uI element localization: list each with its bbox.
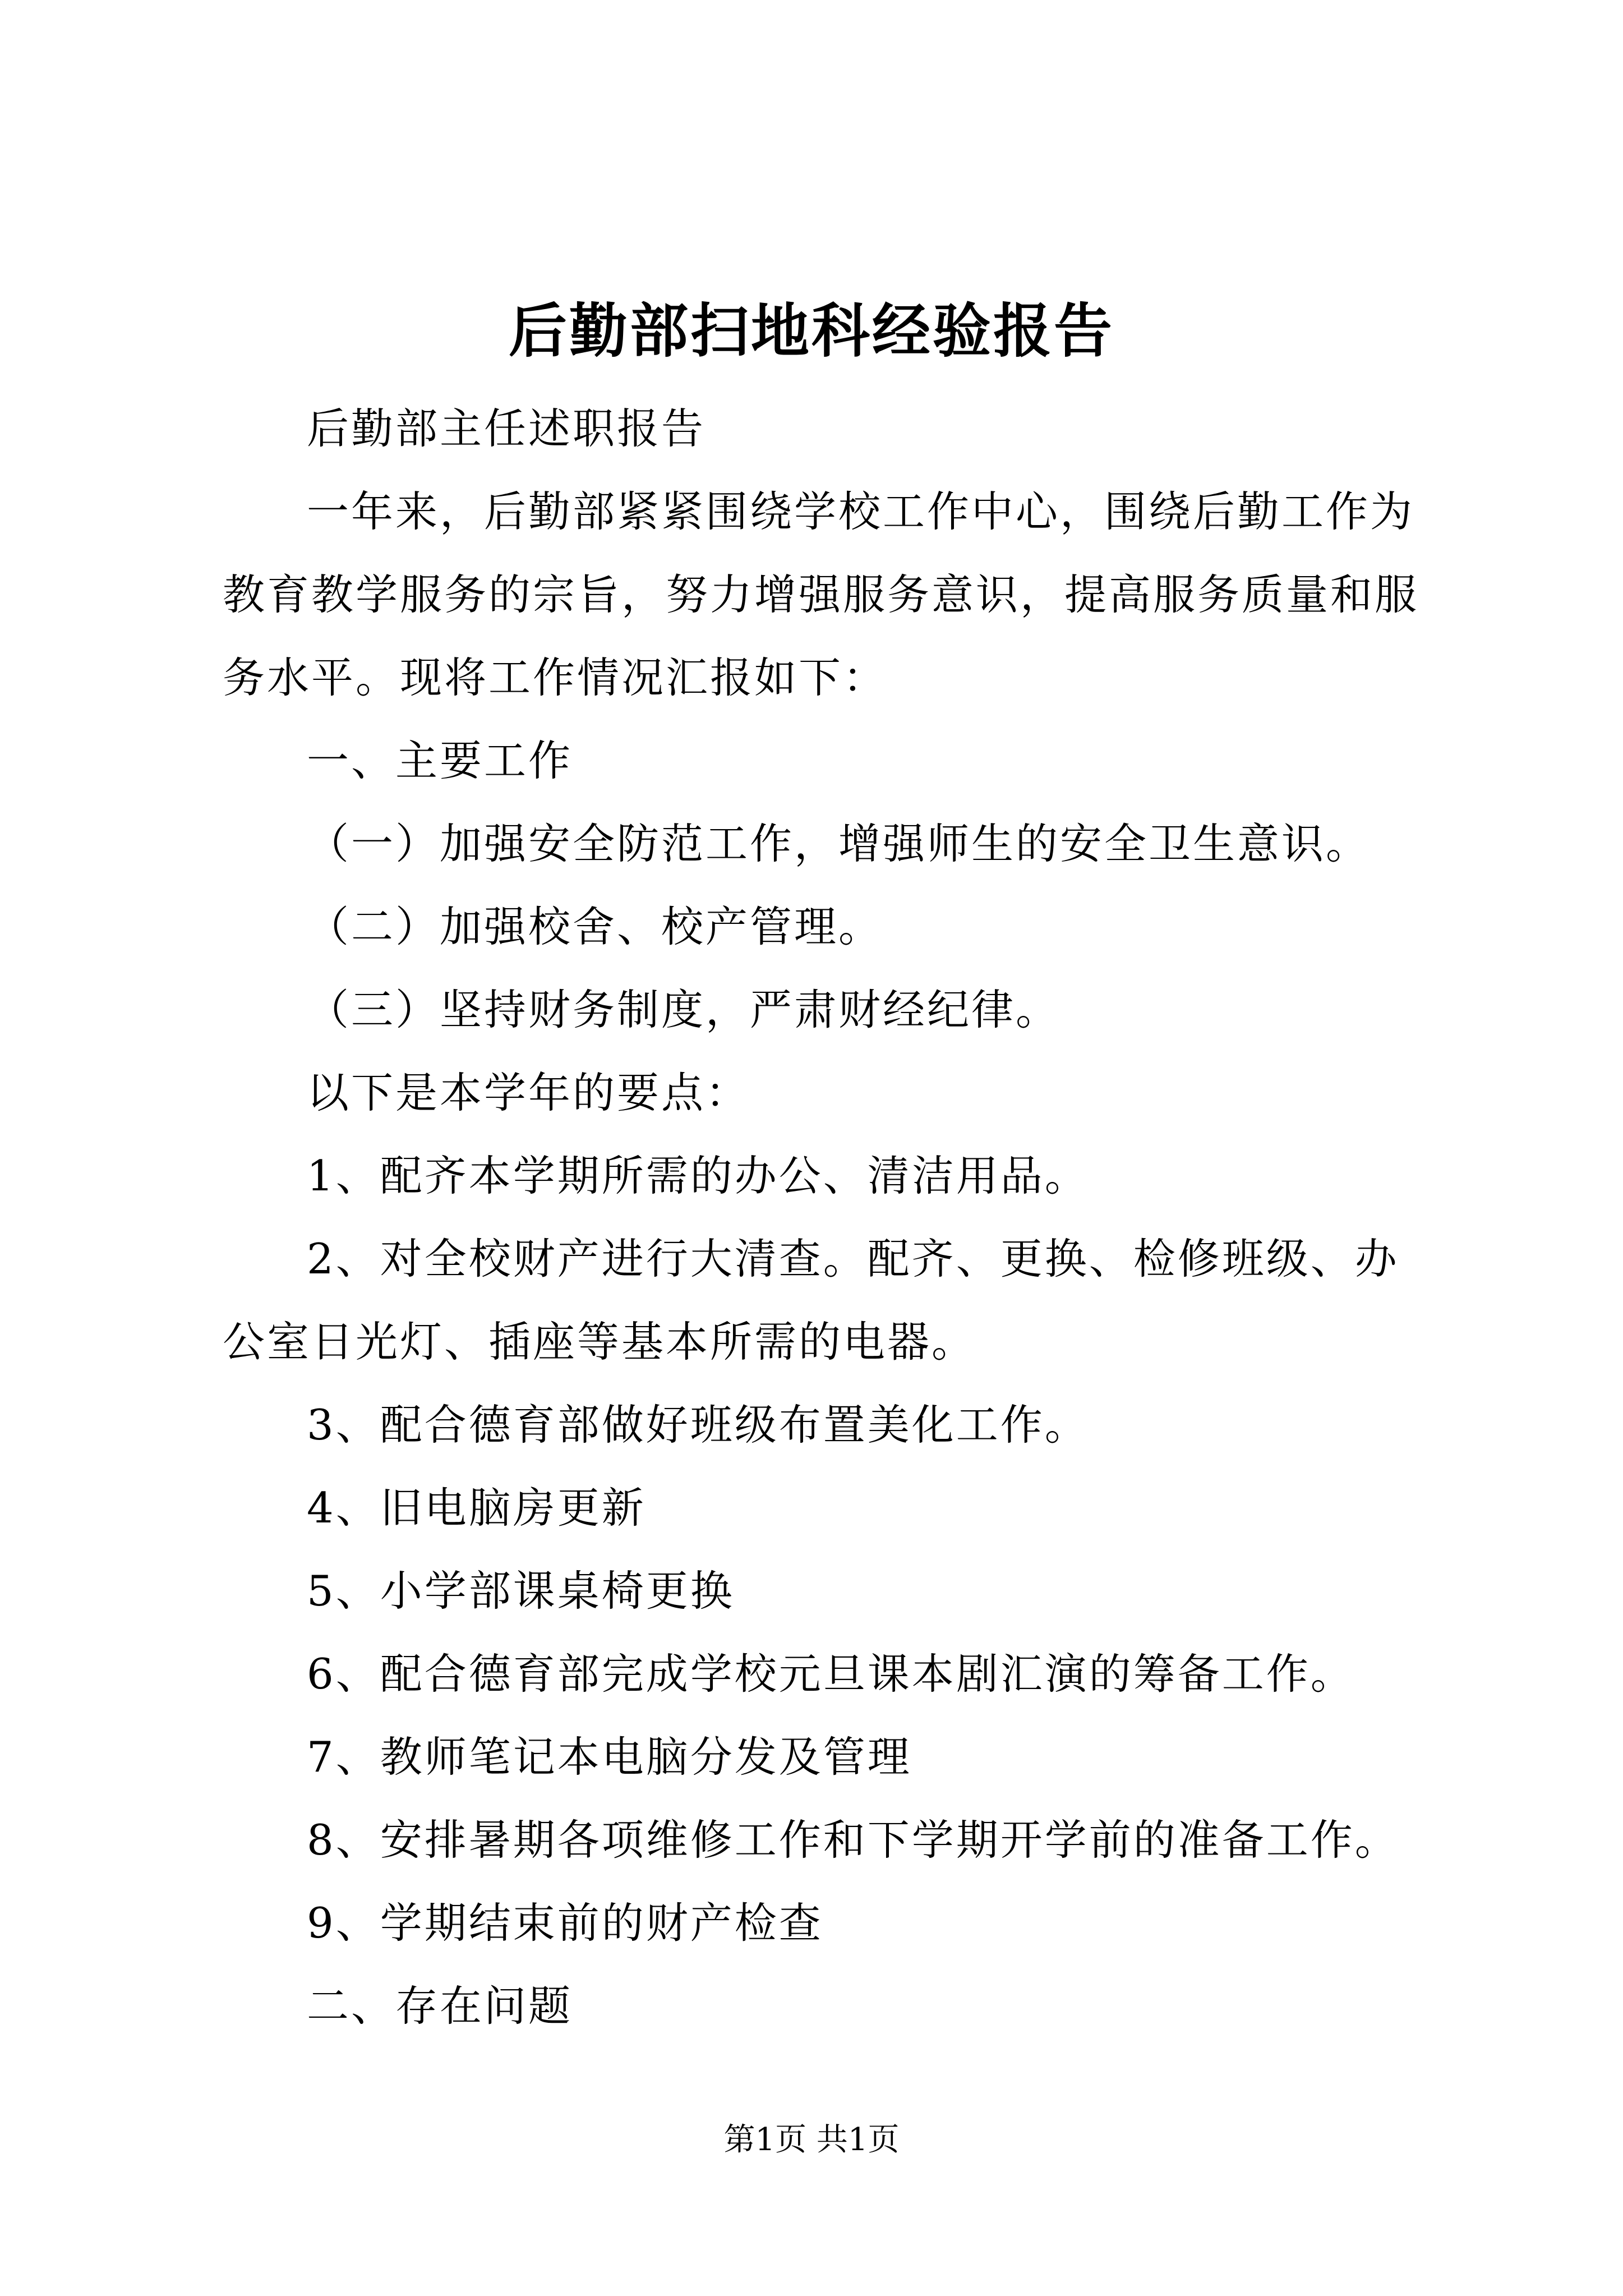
paragraph-item: （三）坚持财务制度，严肃财经纪律。 xyxy=(307,985,1061,1034)
paragraph-item: （一）加强安全防范工作，增强师生的安全卫生意识。 xyxy=(307,819,1371,868)
list-item: 6、配合德育部完成学校元旦课本剧汇演的筹备工作。 xyxy=(307,1649,1355,1699)
list-item: 9、学期结束前的财产检查 xyxy=(307,1898,823,1948)
section-heading-problems: 二、存在问题 xyxy=(307,1981,573,2031)
list-item: 7、教师笔记本电脑分发及管理 xyxy=(307,1732,912,1782)
list-item: 2、对全校财产进行大清查。配齐、更换、检修班级、办公室日光灯、插座等基本所需的电器。 xyxy=(223,1234,1399,1366)
document-body xyxy=(223,387,1423,2047)
paragraph-subtitle: 后勤部主任述职报告 xyxy=(307,404,706,453)
list-item: 5、小学部课桌椅更换 xyxy=(307,1566,735,1616)
paragraph-intro: 一年来，后勤部紧紧围绕学校工作中心，围绕后勤工作为教育教学服务的宗旨，努力增强服务意识，提高服务质量和服务水平。现将工作情况汇报如下： xyxy=(223,487,1419,702)
paragraph-key-points-intro: 以下是本学年的要点： xyxy=(307,1068,750,1117)
list-item: 1、配齐本学期所需的办公、清洁用品。 xyxy=(307,1151,1089,1200)
list-item: 4、旧电脑房更新 xyxy=(307,1483,646,1533)
paragraph-item: （二）加强校舍、校产管理。 xyxy=(307,902,883,951)
section-heading-main-work: 一、主要工作 xyxy=(307,736,573,785)
document-title: 后勤部扫地科经验报告 xyxy=(508,296,1114,365)
page-footer: 第1页 共1页 xyxy=(723,2122,900,2158)
list-item: 3、配合德育部做好班级布置美化工作。 xyxy=(307,1400,1089,1450)
list-item: 8、安排暑期各项维修工作和下学期开学前的准备工作。 xyxy=(307,1815,1399,1865)
